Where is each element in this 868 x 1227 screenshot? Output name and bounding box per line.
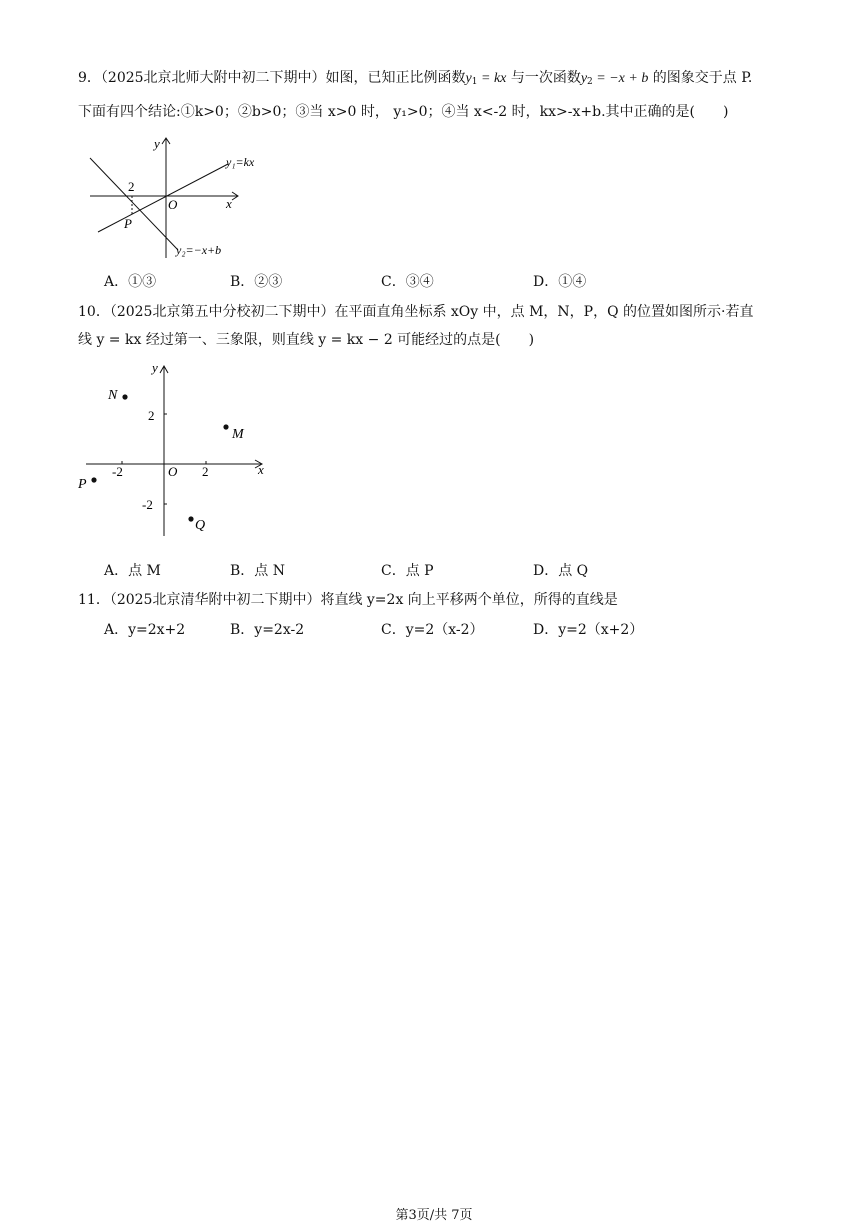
q9-y2-sub: 2 <box>587 77 593 87</box>
q9-y-label: y <box>154 136 160 151</box>
q10-option-c[interactable]: C．点 P <box>381 563 434 579</box>
q9-line2-label: y₂=−x+b <box>176 243 222 257</box>
q9-line-y1 <box>98 164 228 232</box>
q10-tick-pos2-x: 2 <box>202 464 209 479</box>
q10-dot-q <box>188 516 193 521</box>
q10-point-n: N <box>108 388 118 403</box>
q10-option-b[interactable]: B．点 N <box>230 563 285 579</box>
q10-point-m: M <box>232 427 244 442</box>
q9-y2: y <box>580 71 588 86</box>
q9-line-y2 <box>90 158 178 250</box>
q9-tick-2: 2 <box>128 179 135 194</box>
q9-stem-line1 <box>78 68 752 92</box>
q10-option-a[interactable]: A．点 M <box>104 563 161 579</box>
q9-option-b[interactable]: B．②③ <box>230 274 283 290</box>
q10-option-d[interactable]: D．点 Q <box>533 563 589 579</box>
page-footer: 第3页/共 7页 <box>395 1208 473 1223</box>
q9-figure <box>78 130 278 265</box>
q9-x-label: x <box>226 196 232 211</box>
q10-stem-line1: 10．（2025北京第五中分校初二下期中）在平面直角坐标系 xOy 中，点 M，N，P，Q 的位置如图所示·若直 <box>78 304 754 320</box>
q10-stem-line2: 线 y = kx 经过第一、三象限，则直线 y = kx − 2 可能经过的点是( ) <box>78 332 535 348</box>
q10-y-label: y <box>152 360 158 375</box>
q10-origin-label: O <box>168 464 178 479</box>
q10-figure <box>78 358 278 543</box>
q9-option-d[interactable]: D．①④ <box>533 274 587 290</box>
q11-option-b[interactable]: B．y=2x-2 <box>230 622 305 638</box>
q10-dot-p <box>91 477 96 482</box>
q9-y1-sub: 1 <box>471 77 478 87</box>
q9-origin-label: O <box>168 197 178 212</box>
q10-tick-pos2-y: 2 <box>148 408 155 423</box>
q9-eq2: = −x + b <box>592 71 649 86</box>
q9-eq1: = kx <box>477 71 507 86</box>
q10-x-label: x <box>258 462 264 477</box>
q9-option-c[interactable]: C．③④ <box>381 274 434 290</box>
q10-dot-m <box>223 424 228 429</box>
q9-option-a[interactable]: A．①③ <box>104 274 157 290</box>
q10-point-q: Q <box>195 518 206 533</box>
q9-mid: 与一次函数 <box>506 70 581 86</box>
q11-option-a[interactable]: A．y=2x+2 <box>104 622 186 638</box>
q11-option-d[interactable]: D．y=2（x+2） <box>533 622 644 638</box>
q9-tail: 的图象交于点 P. <box>648 70 753 86</box>
q10-tick-neg2-y: -2 <box>142 497 153 512</box>
q9-y1: y <box>465 71 472 86</box>
q10-dot-n <box>122 394 127 399</box>
q9-label: 9．（2025北京北师大附中初二下期中）如图，已知正比例函数 <box>78 70 466 86</box>
q9-stem-line2: 下面有四个结论:①k>0；②b>0；③当 x>0 时， y₁>0；④当 x<-2 时，kx>-x+b.其中正确的是( ) <box>78 104 729 120</box>
q11-option-c[interactable]: C．y=2（x-2） <box>381 622 484 638</box>
q10-tick-neg2-x: -2 <box>112 464 123 479</box>
q11-stem-line1: 11．（2025北京清华附中初二下期中）将直线 y=2x 向上平移两个单位，所得的直线是 <box>78 592 618 608</box>
q9-line1-label: y₁=kx <box>226 155 255 169</box>
q10-point-p: P <box>78 477 87 492</box>
q9-point-p: P <box>124 216 132 231</box>
